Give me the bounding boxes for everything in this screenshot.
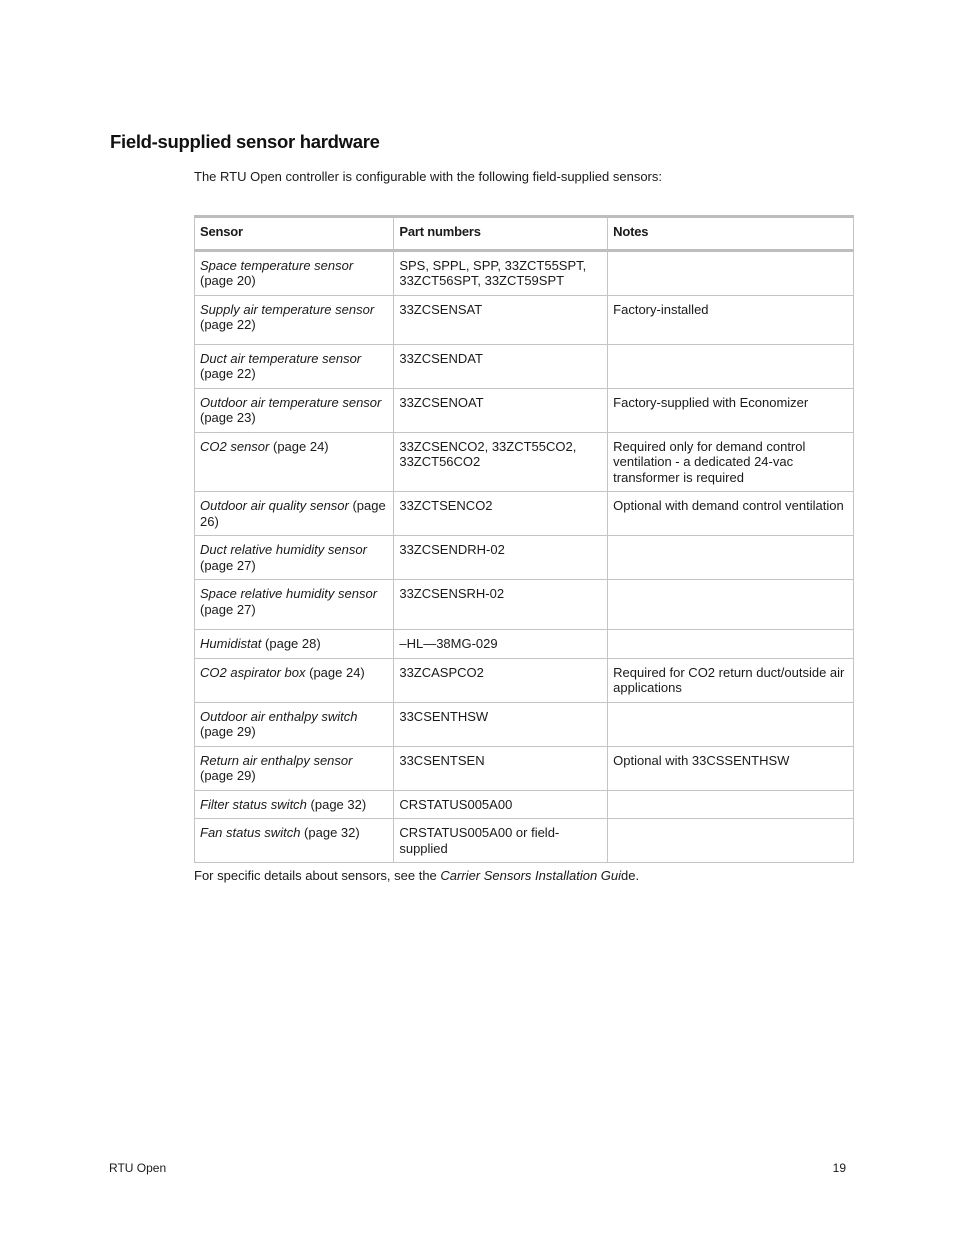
notes-cell: Factory-installed	[608, 295, 854, 344]
notes-cell	[608, 250, 854, 295]
sensor-cell	[195, 536, 394, 580]
table-row	[195, 250, 854, 295]
part-numbers-cell: –HL—38MG-029	[394, 630, 608, 659]
notes-cell	[608, 580, 854, 630]
table-row	[195, 344, 854, 388]
part-numbers-cell: 33ZCSENSRH-02	[394, 580, 608, 630]
sensor-link[interactable]: CO2 sensor	[200, 438, 270, 454]
sensor-link[interactable]: Filter status switch	[200, 796, 307, 812]
notes-cell	[608, 344, 854, 388]
notes-cell: Required only for demand control ventilation - a dedicated 24-vac transformer is required	[608, 432, 854, 492]
part-numbers-cell: 33ZCSENOAT	[394, 388, 608, 432]
table-row	[195, 295, 854, 344]
part-numbers-cell: 33ZCSENSAT	[394, 295, 608, 344]
part-numbers-cell: 33CSENTSEN	[394, 746, 608, 790]
closing-prefix: For specific details about sensors, see the	[194, 868, 441, 883]
page-reference: (page 29)	[200, 724, 256, 739]
sensor-cell	[195, 746, 394, 790]
sensor-link[interactable]: Humidistat	[200, 636, 262, 651]
sensor-cell	[195, 790, 394, 819]
sensor-link[interactable]: Space temperature sensor	[200, 257, 354, 273]
table-row	[195, 580, 854, 630]
sensor-cell	[195, 388, 394, 432]
notes-cell	[608, 790, 854, 819]
sensor-link[interactable]: Outdoor air temperature sensor	[200, 394, 382, 410]
page-reference: (page 32)	[300, 825, 360, 840]
closing-suffix: de.	[621, 868, 640, 883]
table-row	[195, 536, 854, 580]
notes-cell: Factory-supplied with Economizer	[608, 388, 854, 432]
page-reference: (page 32)	[306, 796, 367, 812]
sensor-link[interactable]: Return air enthalpy sensor	[200, 752, 353, 768]
page-title: Field-supplied sensor hardware	[110, 131, 380, 152]
sensor-cell	[195, 250, 394, 295]
table-row	[195, 388, 854, 432]
table-row	[195, 790, 854, 819]
notes-cell: Required for CO2 return duct/outside air applications	[608, 658, 854, 702]
notes-cell	[608, 536, 854, 580]
table-row	[195, 819, 854, 863]
sensor-link[interactable]: Duct relative humidity sensor	[200, 542, 367, 557]
sensor-cell	[195, 658, 394, 702]
page-reference: (page 23)	[200, 410, 256, 425]
page-reference: (page 22)	[200, 366, 256, 381]
sensor-cell	[195, 580, 394, 630]
table-header-row	[195, 217, 854, 251]
notes-cell	[608, 819, 854, 863]
part-numbers-cell: SPS, SPPL, SPP, 33ZCT55SPT, 33ZCT56SPT, 33ZCT59SPT	[394, 250, 608, 295]
header-part-numbers: Part numbers	[394, 217, 608, 251]
sensor-link[interactable]: Supply air temperature sensor	[200, 301, 375, 317]
sensor-cell	[195, 819, 394, 863]
part-numbers-cell: 33CSENTHSW	[394, 702, 608, 746]
part-numbers-cell: 33ZCTSENCO2	[394, 492, 608, 536]
part-numbers-cell: CRSTATUS005A00 or field-supplied	[394, 819, 608, 863]
footer-product-name: RTU Open	[109, 1161, 167, 1175]
part-numbers-cell: 33ZCSENCO2, 33ZCT55CO2, 33ZCT56CO2	[394, 432, 608, 492]
part-numbers-cell: CRSTATUS005A00	[394, 790, 608, 819]
page-reference: (page 22)	[200, 317, 256, 332]
sensor-cell	[195, 344, 394, 388]
table-row	[195, 630, 854, 659]
sensor-link[interactable]: Duct air temperature sensor	[200, 350, 362, 366]
notes-cell: Optional with 33CSSENTHSW	[608, 746, 854, 790]
sensor-cell	[195, 295, 394, 344]
notes-cell: Optional with demand control ventilation	[608, 492, 854, 536]
part-numbers-cell: 33ZCSENDRH-02	[394, 536, 608, 580]
table-row	[195, 702, 854, 746]
table-body	[195, 250, 854, 863]
sensor-link[interactable]: CO2 aspirator box	[200, 664, 306, 680]
closing-paragraph	[194, 868, 639, 883]
page-reference: (page 28)	[261, 636, 321, 651]
page-reference: (page 20)	[200, 273, 256, 288]
table-row	[195, 658, 854, 702]
intro-paragraph: The RTU Open controller is configurable with the following field-supplied sensors:	[194, 169, 662, 184]
notes-cell	[608, 630, 854, 659]
page-reference: (page 27)	[200, 601, 256, 617]
sensor-table	[194, 215, 854, 863]
table-row	[195, 492, 854, 536]
sensor-link[interactable]: Outdoor air enthalpy switch	[200, 708, 358, 724]
page-reference: (page 26)	[200, 498, 386, 529]
sensor-cell	[195, 492, 394, 536]
table-row	[195, 432, 854, 492]
part-numbers-cell: 33ZCSENDAT	[394, 344, 608, 388]
table-row	[195, 746, 854, 790]
header-sensor: Sensor	[195, 217, 394, 251]
sensor-cell	[195, 630, 394, 659]
sensor-link[interactable]: Outdoor air quality sensor	[200, 498, 349, 513]
sensor-link[interactable]: Space relative humidity sensor	[200, 586, 378, 601]
page-reference: (page 29)	[200, 768, 256, 783]
page-reference: (page 24)	[305, 664, 365, 680]
sensor-cell	[195, 432, 394, 492]
header-notes: Notes	[608, 217, 854, 251]
page-reference: (page 24)	[269, 438, 329, 454]
sensor-cell	[195, 702, 394, 746]
page-reference: (page 27)	[200, 557, 256, 573]
guide-title: Carrier Sensors Installation Gui	[440, 868, 622, 883]
notes-cell	[608, 702, 854, 746]
sensor-link[interactable]: Fan status switch	[200, 825, 301, 840]
part-numbers-cell: 33ZCASPCO2	[394, 658, 608, 702]
footer-page-number: 19	[832, 1161, 846, 1175]
